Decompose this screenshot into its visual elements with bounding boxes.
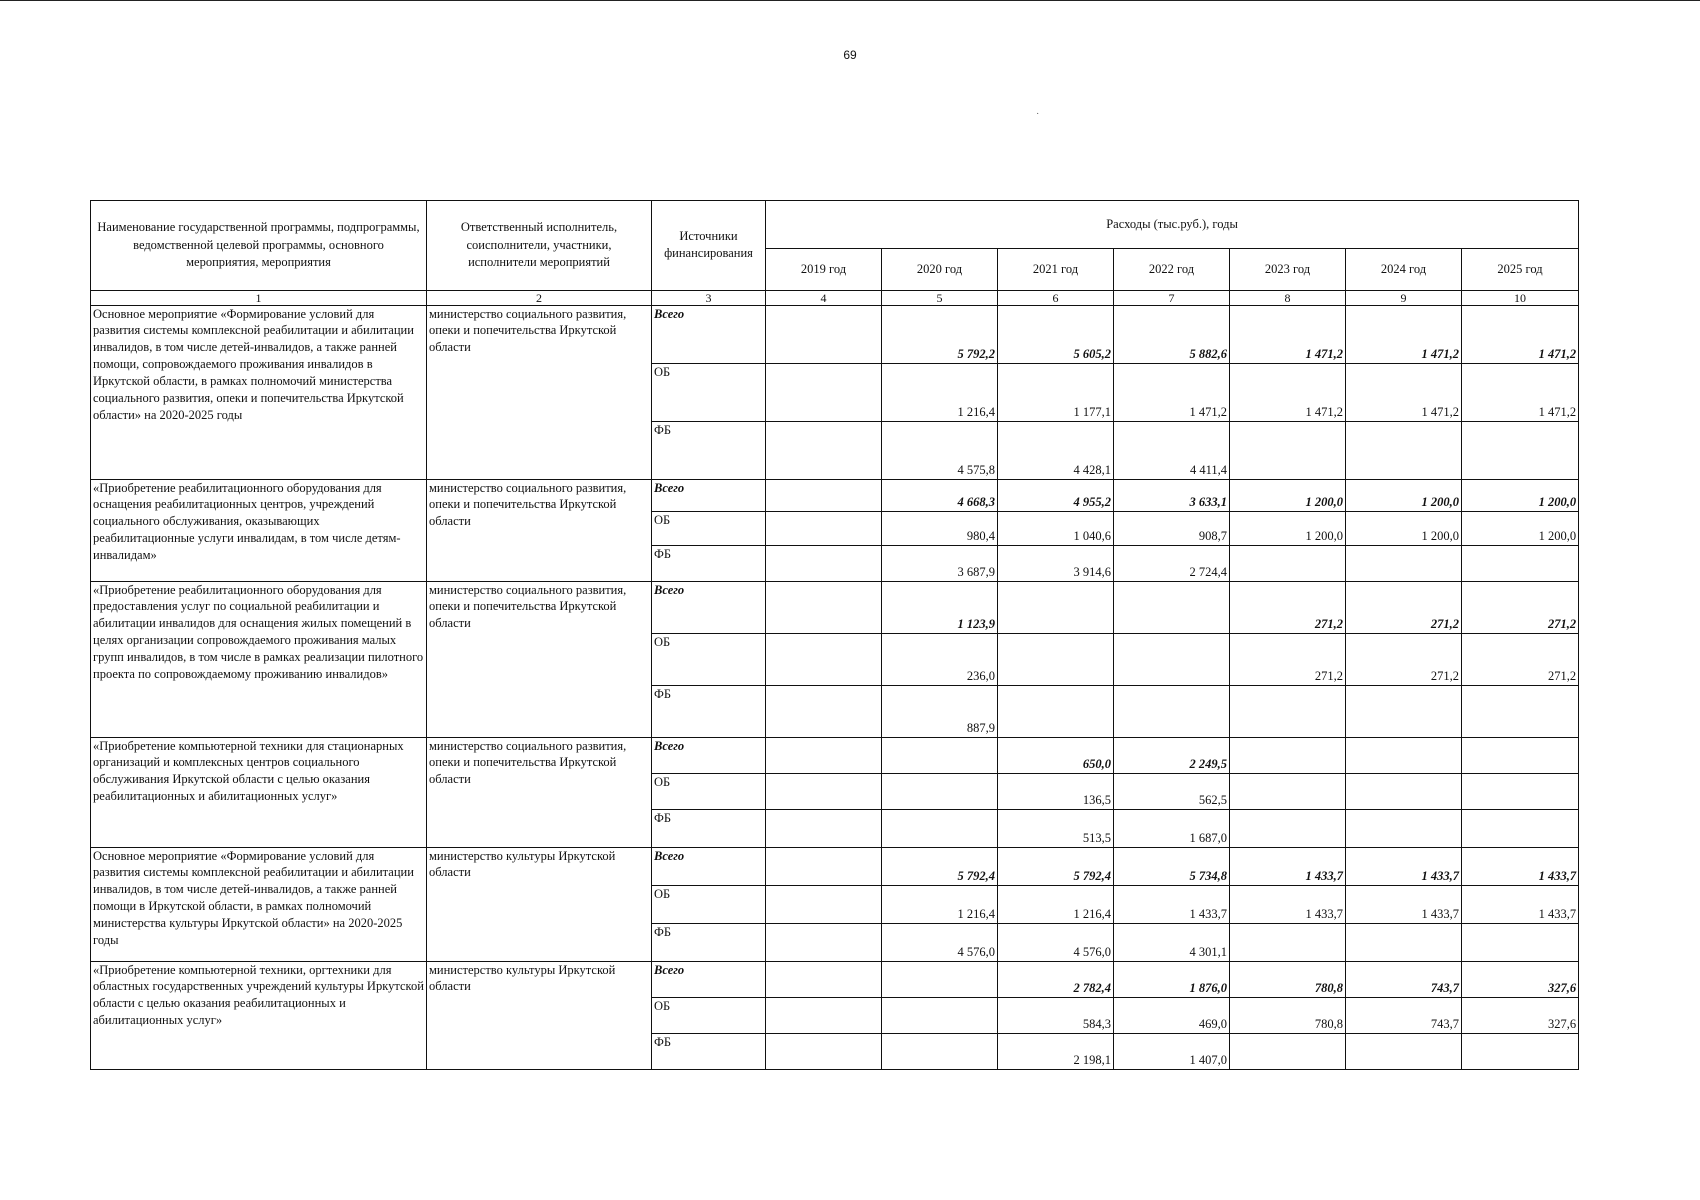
expense-value [1462, 923, 1579, 961]
funding-source: ОБ [652, 885, 766, 923]
expense-value: 2 724,4 [1114, 545, 1230, 581]
expense-value [1346, 1033, 1462, 1069]
expense-value [1230, 1033, 1346, 1069]
header-year: 2024 год [1346, 248, 1462, 290]
funding-source: Всего [652, 961, 766, 997]
header-year: 2022 год [1114, 248, 1230, 290]
table-row [91, 305, 1579, 363]
expense-value: 1 200,0 [1230, 479, 1346, 511]
expense-value: 1 471,2 [1346, 363, 1462, 421]
expense-value [766, 885, 882, 923]
expense-value [766, 633, 882, 685]
expense-value [1346, 737, 1462, 773]
expense-value [1462, 421, 1579, 479]
expense-value [1346, 923, 1462, 961]
expense-value [882, 1033, 998, 1069]
column-number-row [91, 290, 1579, 305]
expense-value: 271,2 [1346, 633, 1462, 685]
page-number: 69 [843, 48, 857, 62]
expense-value [882, 809, 998, 847]
executor-name: министерство социального развития, опеки и попечительства Иркутской области [427, 737, 652, 847]
expense-value [766, 305, 882, 363]
expense-value [1346, 421, 1462, 479]
header-year: 2021 год [998, 248, 1114, 290]
expense-value: 1 471,2 [1114, 363, 1230, 421]
expense-value: 1 200,0 [1462, 511, 1579, 545]
funding-source: Всего [652, 847, 766, 885]
expense-value: 3 687,9 [882, 545, 998, 581]
scan-speck: ˙ [1036, 112, 1040, 123]
expense-value [766, 545, 882, 581]
expense-value [766, 961, 882, 997]
expense-value: 743,7 [1346, 997, 1462, 1033]
funding-source: ФБ [652, 809, 766, 847]
expense-value [882, 961, 998, 997]
expense-value: 5 734,8 [1114, 847, 1230, 885]
expense-value: 1 433,7 [1230, 847, 1346, 885]
expense-value: 4 576,0 [882, 923, 998, 961]
expense-value: 1 216,4 [882, 363, 998, 421]
expense-value [766, 773, 882, 809]
expense-value: 1 433,7 [1114, 885, 1230, 923]
funding-source: Всего [652, 581, 766, 633]
expense-value [998, 633, 1114, 685]
expense-value: 327,6 [1462, 961, 1579, 997]
funding-source: ОБ [652, 511, 766, 545]
column-number: 3 [652, 290, 766, 305]
funding-source: Всего [652, 737, 766, 773]
expense-value: 3 633,1 [1114, 479, 1230, 511]
expenses-table [90, 200, 1579, 1070]
expense-value [882, 737, 998, 773]
expense-value: 1 123,9 [882, 581, 998, 633]
expense-value [1114, 633, 1230, 685]
executor-name: министерство социального развития, опеки и попечительства Иркутской области [427, 479, 652, 581]
header-year: 2023 год [1230, 248, 1346, 290]
expense-value [766, 847, 882, 885]
header-expenses: Расходы (тыс.руб.), годы [766, 201, 1579, 249]
expense-value: 1 040,6 [998, 511, 1114, 545]
expense-value [766, 479, 882, 511]
expense-value [1346, 773, 1462, 809]
activity-name: Основное мероприятие «Формирование условий для развития системы комплексной реабилитации и абилитации инвалидов, в том числе детей-инвалидов, а также ранней помощи в Иркутской области, в рамках полномочий министерства культуры Иркутской области» на 2020-2025 годы [91, 847, 427, 961]
expense-value: 780,8 [1230, 997, 1346, 1033]
header-name: Наименование государственной программы, подпрограммы, ведомственной целевой программы, основного мероприятия, мероприятия [91, 201, 427, 291]
funding-source: Всего [652, 479, 766, 511]
expense-value: 2 198,1 [998, 1033, 1114, 1069]
expense-value: 1 471,2 [1230, 363, 1346, 421]
expense-value: 4 301,1 [1114, 923, 1230, 961]
expense-value: 2 249,5 [1114, 737, 1230, 773]
expense-value: 4 428,1 [998, 421, 1114, 479]
expense-value: 271,2 [1462, 633, 1579, 685]
expense-value: 743,7 [1346, 961, 1462, 997]
activity-name: «Приобретение реабилитационного оборудования для оснащения реабилитационных центров, учреждений социального обслуживания, оказывающих реабилитационные услуги инвалидам, в том числе детям-инвалидам» [91, 479, 427, 581]
activity-name: «Приобретение реабилитационного оборудования для предоставления услуг по социальной реабилитации и абилитации инвалидов для оснащения жилых помещений в целях организации сопровождаемого проживания малых групп инвалидов, в том числе в рамках реализации пилотного проекта по сопровождаемому проживанию инвалидов» [91, 581, 427, 737]
expense-value: 271,2 [1230, 581, 1346, 633]
expense-value: 513,5 [998, 809, 1114, 847]
funding-source: ФБ [652, 1033, 766, 1069]
expense-value: 1 177,1 [998, 363, 1114, 421]
column-number: 1 [91, 290, 427, 305]
expense-value: 1 471,2 [1230, 305, 1346, 363]
expense-value: 650,0 [998, 737, 1114, 773]
header-year: 2025 год [1462, 248, 1579, 290]
expense-value: 1 200,0 [1346, 479, 1462, 511]
expense-value [1462, 1033, 1579, 1069]
expense-value: 5 605,2 [998, 305, 1114, 363]
expense-value: 1 200,0 [1346, 511, 1462, 545]
expense-value [766, 421, 882, 479]
expense-value [1230, 737, 1346, 773]
expense-value [766, 923, 882, 961]
expense-value [766, 685, 882, 737]
expense-value [1230, 923, 1346, 961]
column-number: 8 [1230, 290, 1346, 305]
expense-value: 1 471,2 [1346, 305, 1462, 363]
expense-value [882, 773, 998, 809]
expense-value: 3 914,6 [998, 545, 1114, 581]
expense-value: 5 792,4 [882, 847, 998, 885]
funding-source: ФБ [652, 545, 766, 581]
expense-value: 584,3 [998, 997, 1114, 1033]
activity-name: «Приобретение компьютерной техники, оргтехники для областных государственных учреждений культуры Иркутской области с целью оказания реабилитационных и абилитационных услуг» [91, 961, 427, 1069]
expense-value: 1 216,4 [882, 885, 998, 923]
expense-value: 4 576,0 [998, 923, 1114, 961]
expense-value: 1 687,0 [1114, 809, 1230, 847]
expense-value [1230, 685, 1346, 737]
expense-value: 1 876,0 [1114, 961, 1230, 997]
header-executor: Ответственный исполнитель, соисполнители, участники, исполнители мероприятий [427, 201, 652, 291]
expense-value [1462, 685, 1579, 737]
expense-value: 1 407,0 [1114, 1033, 1230, 1069]
expense-value [1462, 773, 1579, 809]
expense-value: 1 471,2 [1462, 363, 1579, 421]
expense-value [882, 997, 998, 1033]
expense-value: 1 433,7 [1462, 885, 1579, 923]
expense-value [998, 685, 1114, 737]
expense-value: 1 471,2 [1462, 305, 1579, 363]
column-number: 2 [427, 290, 652, 305]
column-number: 9 [1346, 290, 1462, 305]
expense-value: 4 955,2 [998, 479, 1114, 511]
expense-value: 1 433,7 [1230, 885, 1346, 923]
expense-value: 980,4 [882, 511, 998, 545]
expense-value [766, 737, 882, 773]
activity-name: «Приобретение компьютерной техники для стационарных организаций и комплексных центров социального обслуживания Иркутской области с целью оказания реабилитационных и абилитационных услуг» [91, 737, 427, 847]
funding-source: ФБ [652, 923, 766, 961]
header-year: 2019 год [766, 248, 882, 290]
funding-source: ОБ [652, 773, 766, 809]
expense-value [1114, 581, 1230, 633]
executor-name: министерство культуры Иркутской области [427, 961, 652, 1069]
expense-value [766, 363, 882, 421]
column-number: 7 [1114, 290, 1230, 305]
funding-source: ОБ [652, 633, 766, 685]
funding-source: ФБ [652, 685, 766, 737]
expense-value [1230, 545, 1346, 581]
expense-value [1462, 809, 1579, 847]
expense-value: 469,0 [1114, 997, 1230, 1033]
expense-value [1230, 421, 1346, 479]
expense-value: 887,9 [882, 685, 998, 737]
expense-value: 271,2 [1462, 581, 1579, 633]
expense-value: 5 792,4 [998, 847, 1114, 885]
expense-value: 1 216,4 [998, 885, 1114, 923]
table-body [91, 305, 1579, 1069]
expense-value [1230, 809, 1346, 847]
expense-value [998, 581, 1114, 633]
expense-value: 327,6 [1462, 997, 1579, 1033]
expense-value [1462, 545, 1579, 581]
table-row [91, 737, 1579, 773]
expense-value [1462, 737, 1579, 773]
expense-value: 1 433,7 [1346, 847, 1462, 885]
funding-source: Всего [652, 305, 766, 363]
executor-name: министерство социального развития, опеки и попечительства Иркутской области [427, 581, 652, 737]
expense-value: 562,5 [1114, 773, 1230, 809]
activity-name: Основное мероприятие «Формирование условий для развития системы комплексной реабилитации и абилитации инвалидов, в том числе детей-инвалидов, а также ранней помощи, сопровождаемого проживания инвалидов в Иркутской области, в рамках полномочий министерства социального развития, опеки и попечительства Иркутской области» на 2020-2025 годы [91, 305, 427, 479]
expense-value [766, 997, 882, 1033]
header-year: 2020 год [882, 248, 998, 290]
expense-value [1346, 685, 1462, 737]
scan-top-border [0, 0, 1700, 1]
funding-source: ФБ [652, 421, 766, 479]
expense-value: 4 411,4 [1114, 421, 1230, 479]
expense-value: 5 792,2 [882, 305, 998, 363]
expense-value: 136,5 [998, 773, 1114, 809]
column-number: 10 [1462, 290, 1579, 305]
column-number: 5 [882, 290, 998, 305]
expense-value: 1 433,7 [1346, 885, 1462, 923]
table-row [91, 479, 1579, 511]
expense-value: 236,0 [882, 633, 998, 685]
funding-source: ОБ [652, 363, 766, 421]
expense-value: 908,7 [1114, 511, 1230, 545]
expense-value [766, 581, 882, 633]
expense-value: 5 882,6 [1114, 305, 1230, 363]
expense-value [1346, 809, 1462, 847]
column-number: 6 [998, 290, 1114, 305]
expense-value: 2 782,4 [998, 961, 1114, 997]
table-row [91, 847, 1579, 885]
funding-source: ОБ [652, 997, 766, 1033]
expense-value [766, 1033, 882, 1069]
expense-value: 4 575,8 [882, 421, 998, 479]
executor-name: министерство социального развития, опеки и попечительства Иркутской области [427, 305, 652, 479]
column-number: 4 [766, 290, 882, 305]
expense-value: 780,8 [1230, 961, 1346, 997]
expense-value [766, 511, 882, 545]
expense-value [766, 809, 882, 847]
expense-value: 4 668,3 [882, 479, 998, 511]
table-row [91, 961, 1579, 997]
expense-value: 1 200,0 [1462, 479, 1579, 511]
expense-value [1346, 545, 1462, 581]
expense-value: 271,2 [1346, 581, 1462, 633]
expense-value: 1 433,7 [1462, 847, 1579, 885]
header-source: Источники финансирования [652, 201, 766, 291]
expense-value [1230, 773, 1346, 809]
executor-name: министерство культуры Иркутской области [427, 847, 652, 961]
table-row [91, 581, 1579, 633]
expense-value [1114, 685, 1230, 737]
expense-value: 271,2 [1230, 633, 1346, 685]
expense-value: 1 200,0 [1230, 511, 1346, 545]
